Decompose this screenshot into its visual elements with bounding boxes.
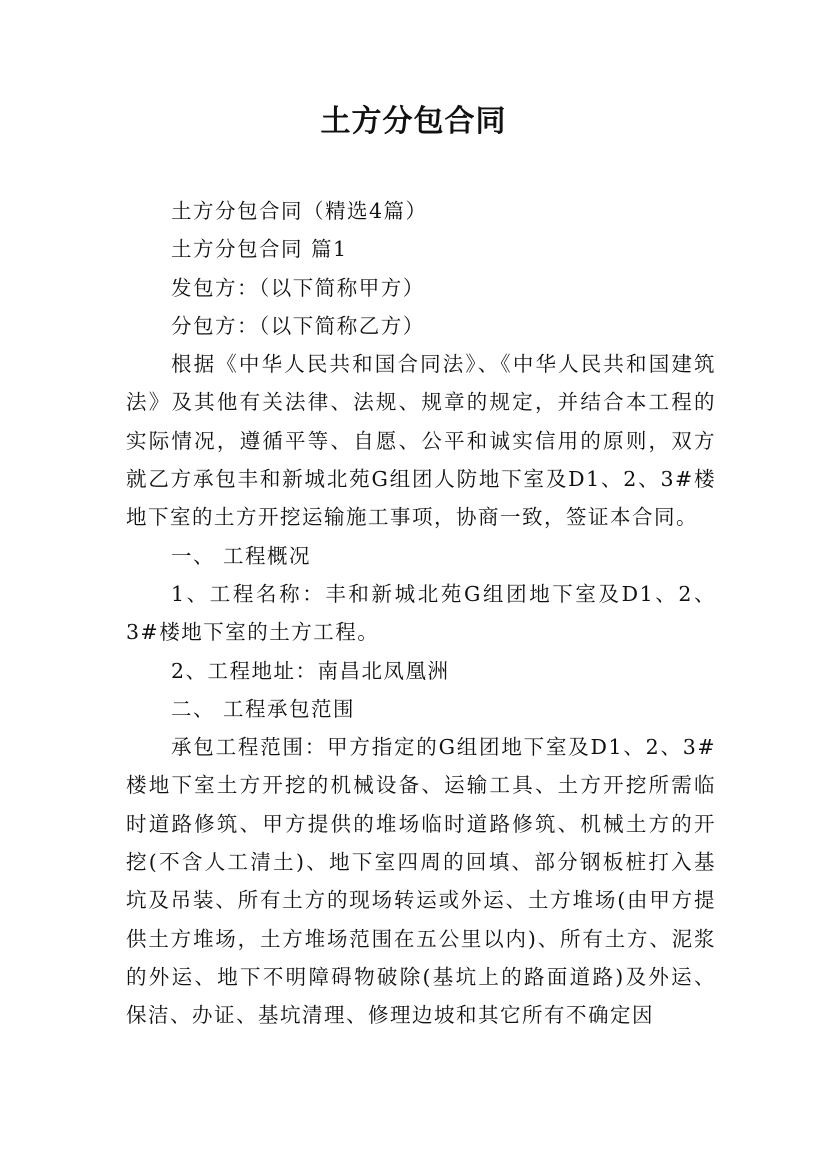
subtitle-line: 土方分包合同（精选4篇） [171,199,428,223]
heading-contract-scope: 二、 工程承包范围 [171,696,356,721]
heading-project-overview: 一、 工程概况 [171,543,312,568]
party-b-line: 分包方：（以下简称乙方） [171,313,425,338]
item-project-address: 2、工程地址：南昌北凤凰洲 [171,658,450,683]
intro-paragraph: 根据《中华人民共和国合同法》、《中华人民共和国建筑法》及其他有关法律、法规、规章的规定，并结合本工程的实际情况，遵循平等、自愿、公平和诚实信用的原则，双方就乙方承包丰和新城北苑G组团人防地下室及D1、2、3#楼地下室的土方开挖运输施工事项，协商一致，签证本合同。 [126,352,716,530]
party-a-line: 发包方：（以下简称甲方） [171,275,425,300]
document-body [126,192,716,1035]
document-title: 土方分包合同 [320,104,507,139]
item-project-name: 1、工程名称：丰和新城北苑G组团地下室及D1、2、3#楼地下室的土方工程。 [126,581,716,645]
scope-paragraph: 承包工程范围：甲方指定的G组团地下室及D1、2、3#楼地下室土方开挖的机械设备、运输工具、土方开挖所需临时道路修筑、甲方提供的堆场临时道路修筑、机械土方的开挖(不含人工清土)、地下室四周的回填、部分钢板桩打入基坑及吊装、所有土方的现场转运或外运、土方堆场(由甲方提供土方堆场，土方堆场范围在五公里以内)、所有土方、泥浆的外运、地下不明障碍物破除(基坑上的路面道路)及外运、保洁、办证、基坑清理、修理边坡和其它所有不确定因 [126,735,716,1028]
section-heading: 土方分包合同 篇1 [171,237,348,262]
